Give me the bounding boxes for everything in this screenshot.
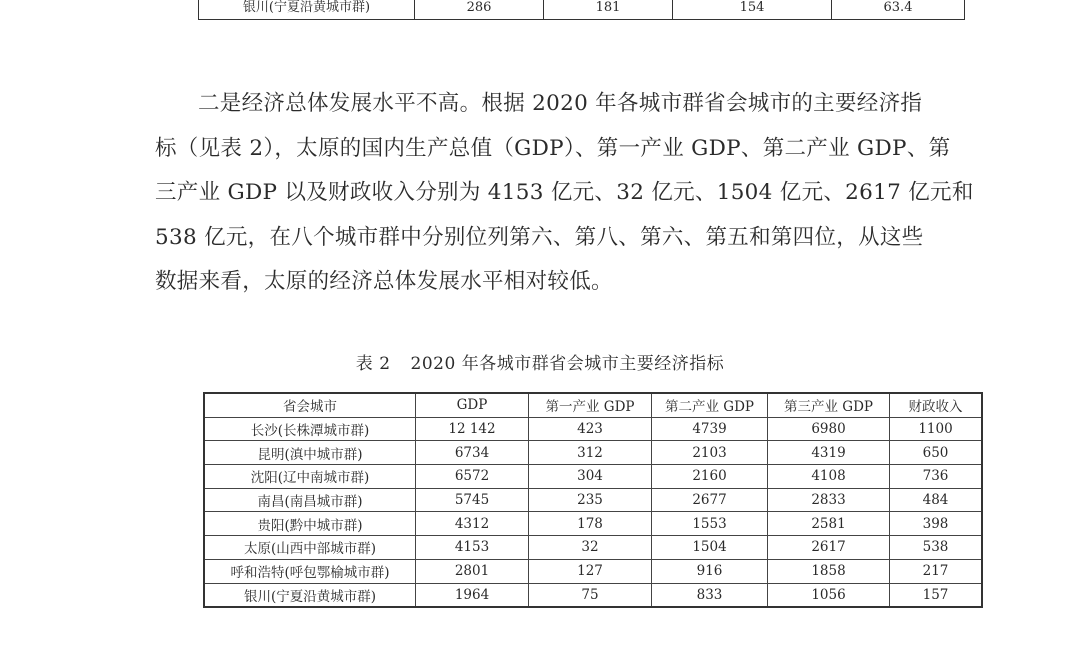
table-caption <box>0 349 1080 374</box>
table-cell: 1504 <box>652 536 768 560</box>
paragraph-line: 三产业 GDP 以及财政收入分别为 4153 亿元、32 亿元、1504 亿元、2617 亿元和 <box>155 180 974 205</box>
table-row <box>204 536 982 560</box>
table-cell: 2160 <box>652 465 768 489</box>
table-cell: 398 <box>890 512 983 536</box>
table-cell: 916 <box>652 559 768 583</box>
table-cell: 181 <box>544 0 673 20</box>
table-cell: 2617 <box>768 536 890 560</box>
table-cell: 1553 <box>652 512 768 536</box>
table-cell: 157 <box>890 583 983 607</box>
paragraph-line: 数据来看，太原的经济总体发展水平相对较低。 <box>155 269 613 294</box>
table-cell: 235 <box>529 488 652 512</box>
table-cell: 1964 <box>416 583 529 607</box>
table-row <box>204 441 982 465</box>
table-cell: 1858 <box>768 559 890 583</box>
table-caption-number: 表 2 <box>355 354 391 374</box>
table-cell: 538 <box>890 536 983 560</box>
top-table-fragment <box>198 0 965 20</box>
table-row <box>199 0 965 20</box>
table-cell: 2581 <box>768 512 890 536</box>
table-cell: 154 <box>673 0 832 20</box>
table-cell: 484 <box>890 488 983 512</box>
table-cell: 32 <box>529 536 652 560</box>
table-cell: 4153 <box>416 536 529 560</box>
paragraph-line: 标（见表 2），太原的国内生产总值（GDP）、第一产业 GDP、第二产业 GDP、第 <box>155 135 951 161</box>
table-cell: 423 <box>529 417 652 441</box>
paragraph-line: 538 亿元，在八个城市群中分别位列第六、第八、第六、第五和第四位，从这些 <box>155 224 924 250</box>
table-row <box>204 559 982 583</box>
table-cell: 650 <box>890 441 983 465</box>
table-cell: 银川(宁夏沿黄城市群) <box>204 583 416 607</box>
table-cell: 4108 <box>768 465 890 489</box>
table-cell: 304 <box>529 465 652 489</box>
table-cell: 呼和浩特(呼包鄂榆城市群) <box>204 559 416 583</box>
body-paragraph <box>155 82 974 305</box>
table-cell: 178 <box>529 512 652 536</box>
column-header: GDP <box>416 393 529 417</box>
table-cell: 1056 <box>768 583 890 607</box>
column-header: 第三产业 GDP <box>768 393 890 417</box>
economic-indicators-table <box>203 392 983 608</box>
table-cell: 12 142 <box>416 417 529 441</box>
table-cell: 太原(山西中部城市群) <box>204 536 416 560</box>
table-cell: 2801 <box>416 559 529 583</box>
table-cell: 贵阳(黔中城市群) <box>204 512 416 536</box>
table-cell: 沈阳(辽中南城市群) <box>204 465 416 489</box>
table-cell: 4739 <box>652 417 768 441</box>
table-cell: 6572 <box>416 465 529 489</box>
table-cell: 6980 <box>768 417 890 441</box>
table-cell: 昆明(滇中城市群) <box>204 441 416 465</box>
column-header: 财政收入 <box>890 393 983 417</box>
table-cell: 312 <box>529 441 652 465</box>
table-cell: 127 <box>529 559 652 583</box>
table-row <box>204 512 982 536</box>
table-cell: 2833 <box>768 488 890 512</box>
table-cell: 63.4 <box>832 0 965 20</box>
table-cell: 5745 <box>416 488 529 512</box>
table-cell: 1100 <box>890 417 983 441</box>
table-cell: 银川(宁夏沿黄城市群) <box>199 0 415 20</box>
table-cell: 2103 <box>652 441 768 465</box>
table-row <box>204 417 982 441</box>
table-caption-title: 2020 年各城市群省会城市主要经济指标 <box>410 354 725 374</box>
table-cell: 736 <box>890 465 983 489</box>
table-cell: 75 <box>529 583 652 607</box>
table-cell: 长沙(长株潭城市群) <box>204 417 416 441</box>
table-cell: 217 <box>890 559 983 583</box>
column-header: 第二产业 GDP <box>652 393 768 417</box>
column-header: 第一产业 GDP <box>529 393 652 417</box>
paragraph-line: 二是经济总体发展水平不高。根据 2020 年各城市群省会城市的主要经济指 <box>198 91 923 116</box>
table-row <box>204 583 982 607</box>
column-header: 省会城市 <box>204 393 416 417</box>
table-cell: 833 <box>652 583 768 607</box>
table-cell: 4312 <box>416 512 529 536</box>
table-cell: 6734 <box>416 441 529 465</box>
table-cell: 4319 <box>768 441 890 465</box>
table-row <box>204 488 982 512</box>
table-row <box>204 465 982 489</box>
table-cell: 南昌(南昌城市群) <box>204 488 416 512</box>
table-cell: 2677 <box>652 488 768 512</box>
table-header-row <box>204 393 982 417</box>
table-cell: 286 <box>415 0 544 20</box>
